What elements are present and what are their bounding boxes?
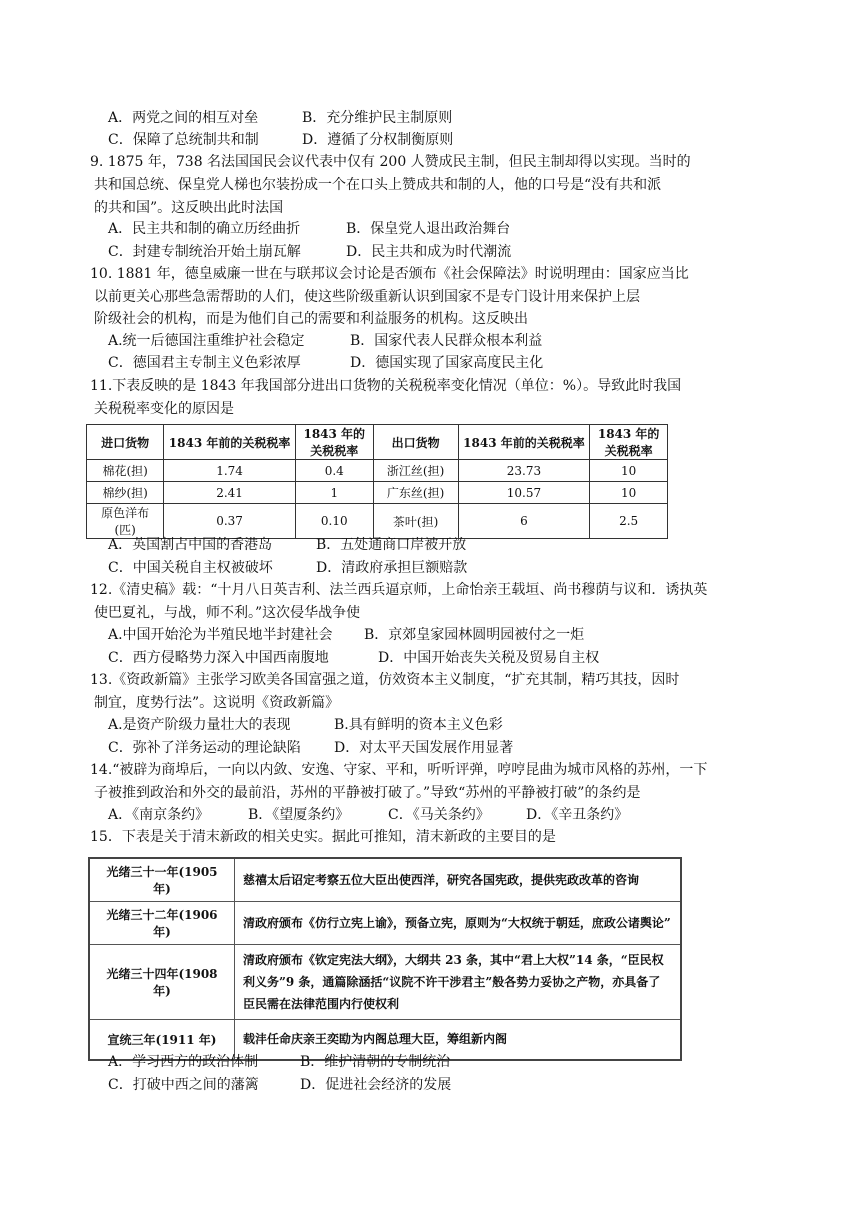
table-header: 出口货物 bbox=[373, 425, 458, 460]
q9-stem-line-1: 9. 1875 年，738 名法国国民会议代表中仅有 200 人赞成民主制，但民主制却得以实现。当时的 bbox=[90, 154, 691, 170]
table-cell: 1.74 bbox=[164, 460, 296, 482]
table-cell: 2.41 bbox=[164, 482, 296, 504]
table-row bbox=[89, 858, 681, 902]
q9-stem-line-2: 共和国总统、保皇党人梯也尔装扮成一个在口头上赞成共和制的人，他的口号是“没有共和派 bbox=[94, 177, 662, 193]
table-cell: 广东丝(担) bbox=[373, 482, 458, 504]
q8-option-b: B．充分维护民主制原则 bbox=[302, 110, 453, 126]
q10-stem-line-2: 以前更关心那些急需帮助的人们，使这些阶级重新认识到国家不是专门设计用来保护上层 bbox=[94, 289, 640, 305]
table-year-cell: 宣统三年(1911 年) bbox=[89, 1020, 235, 1060]
table-content-cell: 载沣任命庆亲王奕劻为内阁总理大臣，筹组新内阁 bbox=[235, 1020, 682, 1060]
table-year-cell: 光绪三十二年(1906 年) bbox=[89, 902, 235, 945]
q10-option-c: C．德国君主专制主义色彩浓厚 bbox=[108, 355, 301, 371]
q10-stem-line-3: 阶级社会的机构，而是为他们自己的需要和利益服务的机构。这反映出 bbox=[94, 311, 528, 327]
q15-option-c: C．打破中西之间的藩篱 bbox=[108, 1077, 259, 1093]
q15-option-d: D．促进社会经济的发展 bbox=[300, 1077, 452, 1093]
table-content-cell: 慈禧太后诏定考察五位大臣出使西洋，研究各国宪政，提供宪政改革的咨询 bbox=[235, 858, 682, 902]
table-cell: 茶叶(担) bbox=[373, 504, 458, 539]
table-cell: 原色洋布(匹) bbox=[87, 504, 164, 539]
new-policy-table bbox=[88, 857, 682, 1061]
table-header: 进口货物 bbox=[87, 425, 164, 460]
q14-stem-line-1: 14.“被辟为商埠后，一向以内敛、安逸、守家、平和，听听评弹，哼哼昆曲为城市风格的苏州，一下 bbox=[90, 762, 708, 778]
q14-option-b: B．《望厦条约》 bbox=[248, 807, 350, 823]
table-cell: 6 bbox=[458, 504, 590, 539]
q9-option-d: D．民主共和成为时代潮流 bbox=[346, 244, 512, 260]
q13-option-b: B.具有鲜明的资本主义色彩 bbox=[334, 717, 503, 733]
table-cell: 0.37 bbox=[164, 504, 296, 539]
q9-option-a: A．民主共和制的确立历经曲折 bbox=[108, 221, 301, 237]
table-cell: 10.57 bbox=[458, 482, 590, 504]
q9-stem-line-3: 的共和国”。这反映出此时法国 bbox=[94, 200, 284, 216]
q11-stem-line-2: 关税税率变化的原因是 bbox=[94, 401, 234, 417]
table-cell: 0.10 bbox=[295, 504, 373, 539]
q13-option-d: D．对太平天国发展作用显著 bbox=[334, 740, 514, 756]
table-row bbox=[87, 482, 668, 504]
q15-stem-line-1: 15．下表是关于清末新政的相关史实。据此可推知，清末新政的主要目的是 bbox=[90, 829, 556, 845]
q10-option-d: D．德国实现了国家高度民主化 bbox=[350, 355, 544, 371]
tariff-table bbox=[86, 424, 668, 539]
q8-option-a: A．两党之间的相互对垒 bbox=[108, 110, 259, 126]
q10-stem-line-1: 10. 1881 年，德皇威廉一世在与联邦议会讨论是否颁布《社会保障法》时说明理由：国家应当比 bbox=[90, 266, 689, 282]
q15-option-a: A．学习西方的政治体制 bbox=[108, 1054, 259, 1070]
q11-stem-line-1: 11.下表反映的是 1843 年我国部分进出口货物的关税税率变化情况（单位：%）。导致此时我国 bbox=[90, 378, 682, 394]
q9-option-c: C．封建专制统治开始土崩瓦解 bbox=[108, 244, 301, 260]
table-header: 1843 年的关税税率 bbox=[295, 425, 373, 460]
table-row bbox=[89, 902, 681, 945]
q8-option-c: C．保障了总统制共和制 bbox=[108, 132, 259, 148]
q14-option-a: A．《南京条约》 bbox=[108, 807, 210, 823]
table-year-cell: 光绪三十一年(1905 年) bbox=[89, 858, 235, 902]
q14-option-d: D．《辛丑条约》 bbox=[526, 807, 629, 823]
table-header: 1843 年前的关税税率 bbox=[458, 425, 590, 460]
q13-stem-line-2: 制宜，度势行法”。这说明《资政新篇》 bbox=[94, 695, 340, 711]
table-row bbox=[87, 460, 668, 482]
q10-option-a: A.统一后德国注重维护社会稳定 bbox=[108, 333, 305, 349]
table-cell: 1 bbox=[295, 482, 373, 504]
table-content-cell: 清政府颁布《仿行立宪上谕》，预备立宪，原则为“大权统于朝廷，庶政公诸舆论” bbox=[235, 902, 682, 945]
table-header: 1843 年前的关税税率 bbox=[164, 425, 296, 460]
table-cell: 2.5 bbox=[590, 504, 668, 539]
q13-stem-line-1: 13.《资政新篇》主张学习欧美各国富强之道，仿效资本主义制度，“扩充其制，精巧其技，因时 bbox=[90, 672, 680, 688]
table-cell: 10 bbox=[590, 482, 668, 504]
q12-option-d: D．中国开始丧失关税及贸易自主权 bbox=[378, 650, 600, 666]
q11-option-c: C．中国关税自主权被破坏 bbox=[108, 560, 273, 576]
q9-option-b: B．保皇党人退出政治舞台 bbox=[346, 221, 511, 237]
q12-stem-line-2: 使巴夏礼，与战，师不利。”这次侵华战争使 bbox=[94, 605, 361, 621]
table-header: 1843 年的关税税率 bbox=[590, 425, 668, 460]
table-cell: 0.4 bbox=[295, 460, 373, 482]
q11-option-a: A．英国割占中国的香港岛 bbox=[108, 537, 273, 553]
q14-stem-line-2: 子被推到政治和外交的最前沿，苏州的平静被打破了。”导致“苏州的平静被打破”的条约是 bbox=[94, 785, 641, 801]
table-row bbox=[87, 504, 668, 539]
table-row bbox=[89, 945, 681, 1020]
q12-stem-line-1: 12.《清史稿》载：“十月八日英吉利、法兰西兵逼京师，上命怡亲王载垣、尚书穆荫与议和．诱执英 bbox=[90, 582, 708, 598]
table-content-cell: 清政府颁布《钦定宪法大纲》，大纲共 23 条，其中“君上大权”14 条，“臣民权利义务”9 条，通篇除涵括“议院不许干涉君主”般各势力妥协之产物，亦具备了臣民需在法律范围内行使权利 bbox=[235, 945, 682, 1020]
q8-option-d: D．遵循了分权制衡原则 bbox=[302, 132, 454, 148]
q11-option-d: D．清政府承担巨额赔款 bbox=[316, 560, 468, 576]
table-year-cell: 光绪三十四年(1908 年) bbox=[89, 945, 235, 1020]
q13-option-a: A.是资产阶级力量壮大的表现 bbox=[108, 717, 291, 733]
q11-option-b: B．五处通商口岸被开放 bbox=[316, 537, 467, 553]
table-cell: 棉花(担) bbox=[87, 460, 164, 482]
q12-option-c: C．西方侵略势力深入中国西南腹地 bbox=[108, 650, 329, 666]
q13-option-c: C．弥补了洋务运动的理论缺陷 bbox=[108, 740, 301, 756]
q12-option-b: B．京郊皇家园林圆明园被付之一炬 bbox=[364, 627, 585, 643]
table-header-row bbox=[87, 425, 668, 460]
table-cell: 浙江丝(担) bbox=[373, 460, 458, 482]
q15-option-b: B．维护清朝的专制统治 bbox=[300, 1054, 451, 1070]
table-cell: 10 bbox=[590, 460, 668, 482]
table-cell: 棉纱(担) bbox=[87, 482, 164, 504]
q10-option-b: B．国家代表人民群众根本利益 bbox=[350, 333, 543, 349]
q14-option-c: C．《马关条约》 bbox=[388, 807, 490, 823]
q12-option-a: A.中国开始沦为半殖民地半封建社会 bbox=[108, 627, 333, 643]
table-cell: 23.73 bbox=[458, 460, 590, 482]
